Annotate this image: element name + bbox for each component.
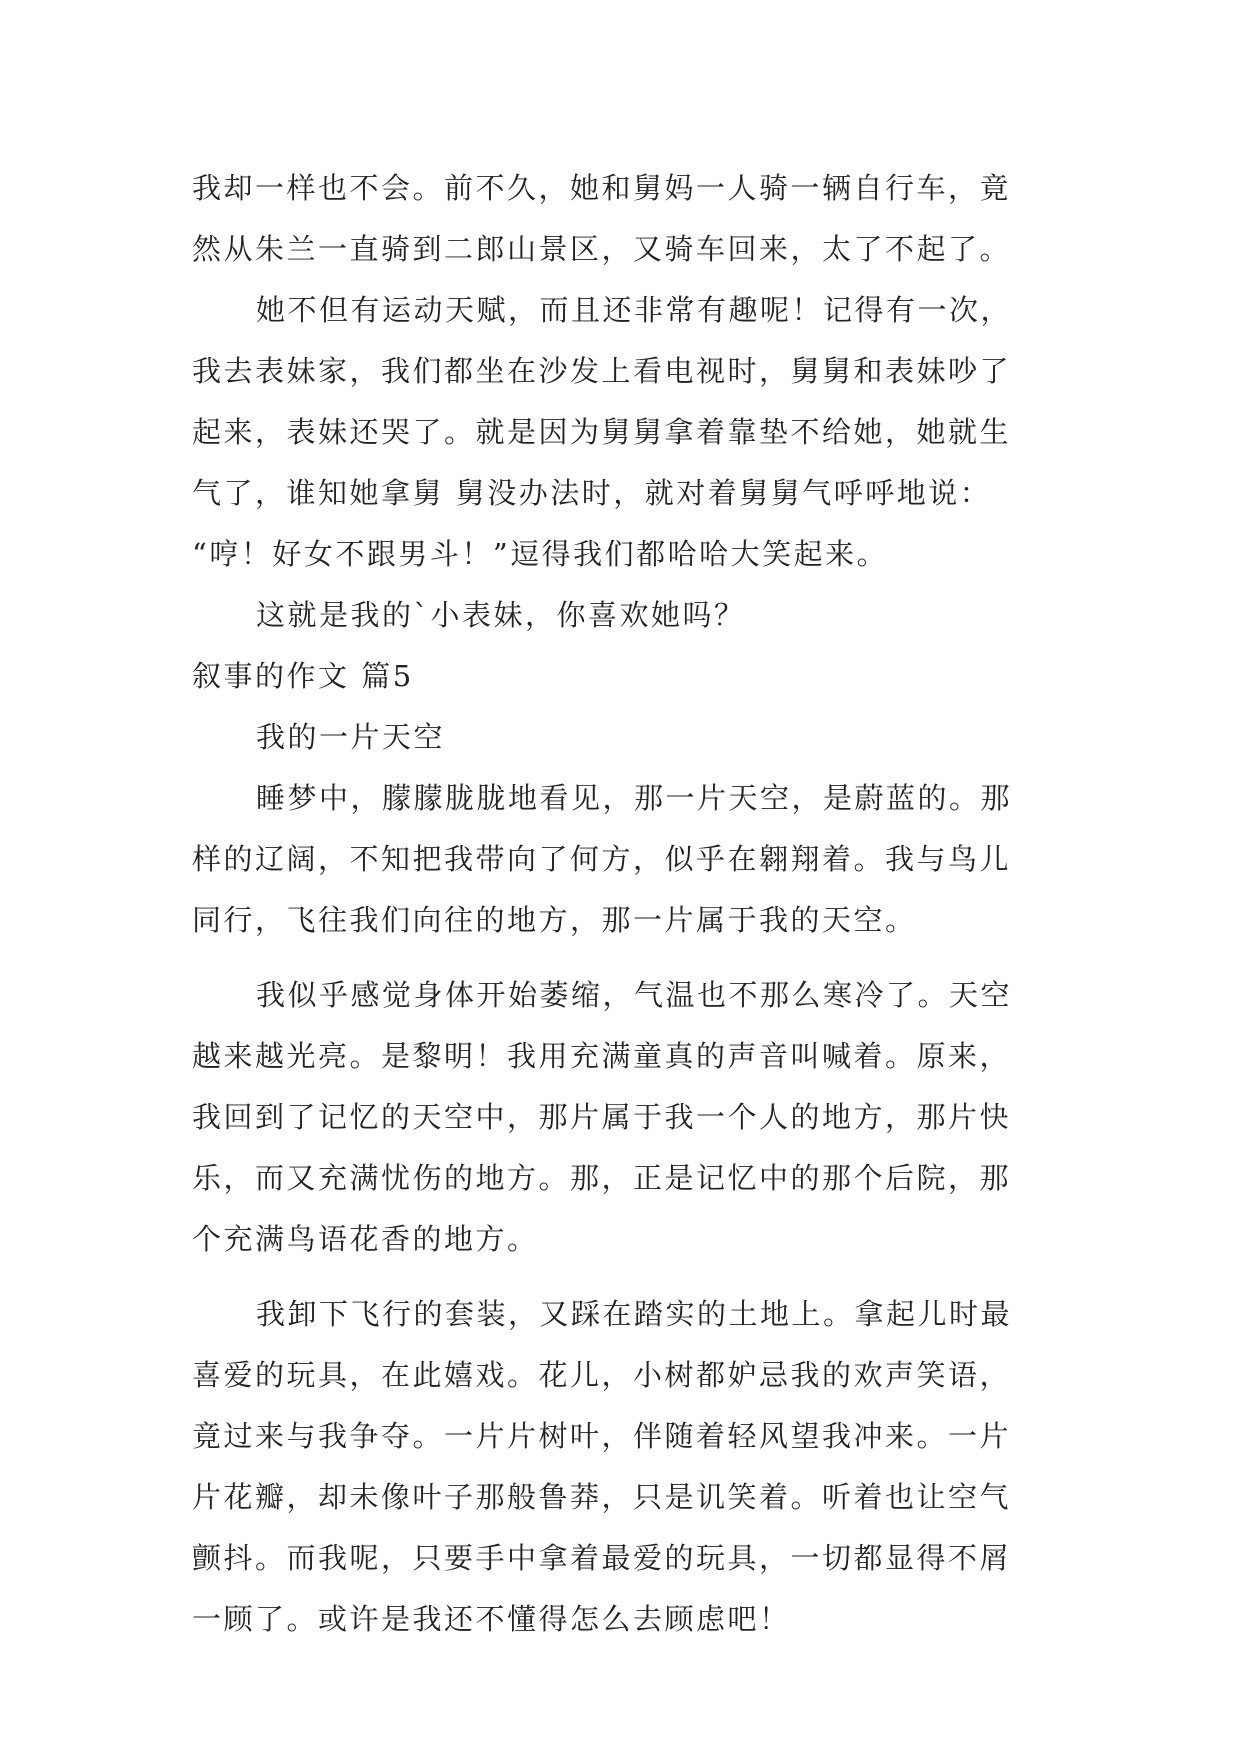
text-line: 喜爱的玩具，在此嬉戏。花儿，小树都妒忌我的欢声笑语， [192, 1358, 1012, 1392]
text-line: 样的辽阔，不知把我带向了何方，似乎在翱翔着。我与鸟儿 [192, 842, 1012, 876]
text-line: 颤抖。而我呢，只要手中拿着最爱的玩具，一切都显得不屑 [192, 1541, 1012, 1575]
text-line: 我似乎感觉身体开始萎缩，气温也不那么寒冷了。天空 [256, 978, 1013, 1012]
text-line: 个充满鸟语花香的地方。 [192, 1222, 539, 1256]
text-line: 我卸下飞行的套装，又踩在踏实的土地上。拿起儿时最 [256, 1297, 1013, 1331]
paragraph-gap [192, 1270, 1072, 1284]
text-line: 气了，谁知她拿舅 舅没办法时，就对着舅舅气呼呼地说： [192, 476, 992, 510]
document-page [192, 158, 1072, 1650]
text-line: 我去表妹家，我们都坐在沙发上看电视时，舅舅和表妹吵了 [192, 354, 1012, 388]
text-line: 乐，而又充满忧伤的地方。那，正是记忆中的那个后院，那 [192, 1161, 1012, 1195]
text-line: 竟过来与我争夺。一片片树叶，伴随着轻风望我冲来。一片 [192, 1419, 1012, 1453]
text-line: “哼！好女不跟男斗！”逗得我们都哈哈大笑起来。 [192, 537, 889, 571]
text-line: 这就是我的`小表妹，你喜欢她吗？ [256, 598, 746, 632]
text-line: 然从朱兰一直骑到二郎山景区，又骑车回来，太了不起了。 [192, 232, 1012, 266]
text-line: 一顾了。或许是我还不懂得怎么去顾虑吧！ [192, 1602, 791, 1636]
text-line: 我回到了记忆的天空中，那片属于我一个人的地方，那片快 [192, 1100, 1012, 1134]
essay-title: 我的一片天空 [256, 720, 446, 754]
text-line: 我却一样也不会。前不久，她和舅妈一人骑一辆自行车，竟 [192, 171, 1012, 205]
text-line: 越来越光亮。是黎明！我用充满童真的声音叫喊着。原来， [192, 1039, 1012, 1073]
text-line: 起来，表妹还哭了。就是因为舅舅拿着靠垫不给她，她就生 [192, 415, 1012, 449]
text-line: 同行，飞往我们向往的地方，那一片属于我的天空。 [192, 903, 917, 937]
text-line: 片花瓣，却未像叶子那般鲁莽，只是讥笑着。听着也让空气 [192, 1480, 1012, 1514]
paragraph-gap [192, 951, 1072, 965]
text-line: 睡梦中，朦朦胧胧地看见，那一片天空，是蔚蓝的。那 [256, 781, 1013, 815]
section-heading: 叙事的作文 篇5 [192, 659, 414, 693]
text-line: 她不但有运动天赋，而且还非常有趣呢！记得有一次， [256, 293, 1013, 327]
